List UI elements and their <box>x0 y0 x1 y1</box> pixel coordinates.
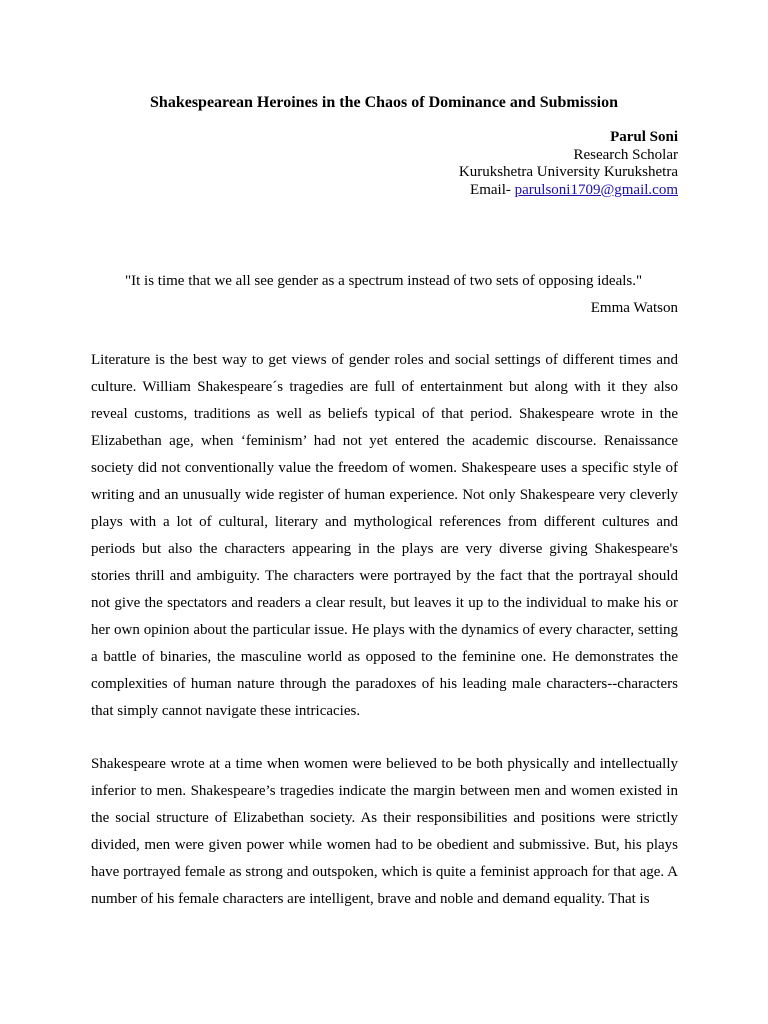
author-email-link[interactable]: parulsoni1709@gmail.com <box>514 181 678 198</box>
author-block <box>459 129 678 199</box>
author-name: Parul Soni <box>610 129 678 145</box>
epigraph-quote: "It is time that we all see gender as a spectrum instead of two sets of opposing ideals." <box>125 273 643 289</box>
email-prefix: Email- <box>470 181 515 198</box>
paper-title: Shakespearean Heroines in the Chaos of Dominance and Submission <box>150 94 618 111</box>
epigraph-attribution: Emma Watson <box>590 300 678 316</box>
body-paragraph: Literature is the best way to get views of gender roles and social settings of different times and culture. William Shakespeare´s tragedies are full of entertainment but along with it they also reveal customs, traditions as well as beliefs typical of that period. Shakespeare wrote in the Elizabethan age, when ‘feminism’ had not yet entered the academic discourse. Renaissance society did not conventionally value the freedom of women. Shakespeare uses a specific style of writing and an unusually wide register of human experience. Not only Shakespeare very cleverly plays with a lot of cultural, literary and mythological references from different cultures and periods but also the characters appearing in the plays are very diverse giving Shakespeare's stories thrill and ambiguity. The characters were portrayed by the fact that the portrayal should not give the spectators and readers a clear result, but leaves it up to the individual to make his or her own opinion about the particular issue. He plays with the dynamics of every character, setting a battle of binaries, the masculine world as opposed to the feminine one. He demonstrates the complexities of human nature through the paradoxes of his leading male characters--characters that simply cannot navigate these intricacies. <box>91 352 678 719</box>
author-role: Research Scholar <box>573 146 678 163</box>
author-email-line <box>459 182 678 200</box>
body-paragraph: Shakespeare wrote at a time when women were believed to be both physically and intellectually inferior to men. Shakespeare’s tragedies indicate the margin between men and women existed in the social structure of Elizabethan society. As their responsibilities and positions were strictly divided, men were given power while women had to be obedient and submissive. But, his plays have portrayed female as strong and outspoken, which is quite a feminist approach for that age. A number of his female characters are intelligent, brave and noble and demand equality. That is <box>91 756 678 907</box>
author-affiliation: Kurukshetra University Kurukshetra <box>458 164 678 180</box>
